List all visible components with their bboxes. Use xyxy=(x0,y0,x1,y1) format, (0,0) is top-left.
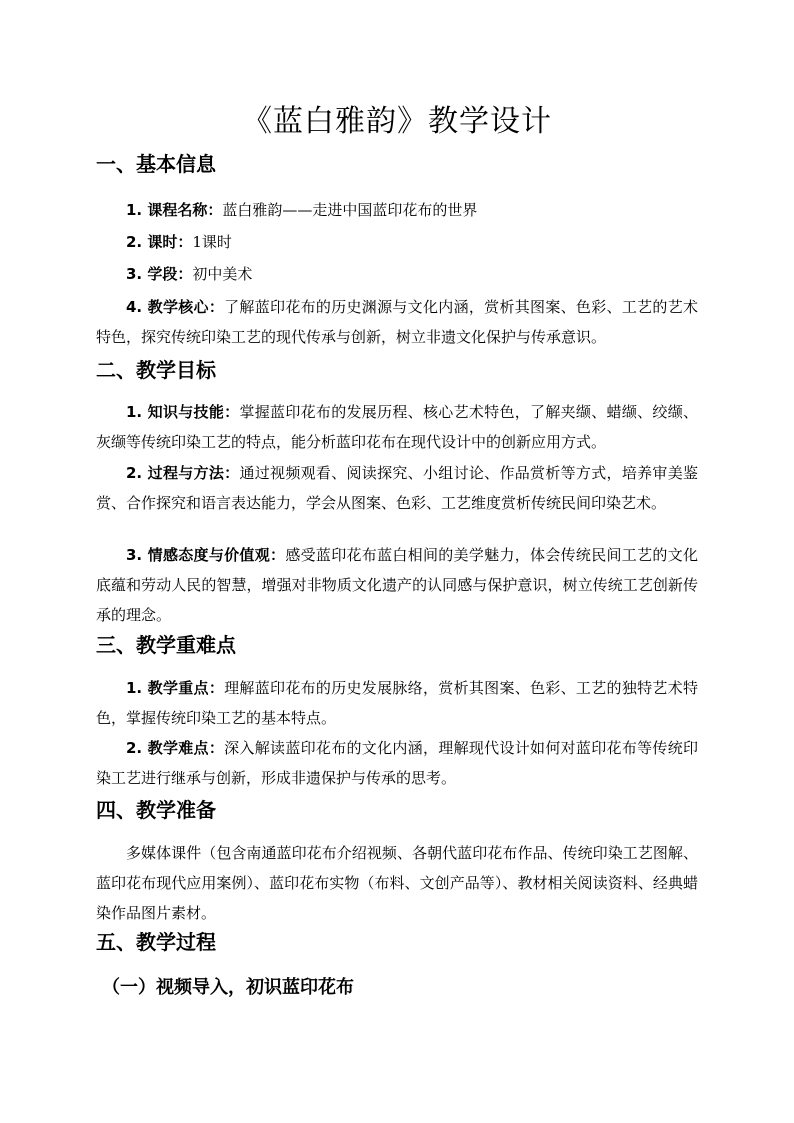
item-text: 1课时 xyxy=(192,233,232,251)
section-heading-key-difficult-points: 三、教学重难点 xyxy=(96,633,236,657)
item-label: 2. 过程与方法： xyxy=(126,464,240,482)
item-label: 3. 学段： xyxy=(126,265,193,283)
section-heading-process: 五、教学过程 xyxy=(96,930,216,954)
item-text: 理解蓝印花布的历史发展脉络，赏析其图案、色彩、工艺的独特艺术特色，掌握传统印染工艺的基本特点。 xyxy=(96,679,698,727)
section-heading-preparation: 四、教学准备 xyxy=(96,798,216,822)
info-grade-level xyxy=(96,259,698,289)
difficult-point xyxy=(96,733,698,793)
document-title: 《蓝白雅韵》教学设计 xyxy=(242,104,552,139)
item-label: 2. 课时： xyxy=(126,233,193,251)
subheading-video-intro: （一）视频导入，初识蓝印花布 xyxy=(102,977,354,998)
objective-knowledge-skills xyxy=(96,397,698,457)
item-text: 掌握蓝印花布的发展历程、核心艺术特色，了解夹缬、蜡缬、绞缬、灰缬等传统印染工艺的特点，能分析蓝印花布在现代设计中的创新应用方式。 xyxy=(96,403,698,451)
item-label: 3. 情感态度与价值观： xyxy=(126,546,286,564)
item-text: 了解蓝印花布的历史渊源与文化内涵，赏析其图案、色彩、工艺的艺术特色，探究传统印染工艺的现代传承与创新，树立非遗文化保护与传承意识。 xyxy=(96,298,698,346)
item-label: 1. 知识与技能： xyxy=(126,403,240,421)
item-label: 4. 教学核心： xyxy=(126,298,225,316)
item-text: 初中美术 xyxy=(192,265,253,283)
info-class-hours xyxy=(96,227,698,257)
item-label: 1. 教学重点： xyxy=(126,679,225,697)
preparation-paragraph: 多媒体课件（包含南通蓝印花布介绍视频、各朝代蓝印花布作品、传统印染工艺图解、蓝印花布现代应用案例）、蓝印花布实物（布料、文创产品等）、教材相关阅读资料、经典蜡染作品图片素材。 xyxy=(96,844,698,922)
section-heading-basic-info: 一、基本信息 xyxy=(96,152,216,176)
item-label: 2. 教学难点： xyxy=(126,739,225,757)
item-label: 1. 课程名称： xyxy=(126,201,223,219)
objective-process-method xyxy=(96,458,698,518)
info-teaching-core xyxy=(96,292,698,352)
objective-attitude-values xyxy=(96,540,698,630)
key-point xyxy=(96,673,698,733)
item-text: 感受蓝印花布蓝白相间的美学魅力，体会传统民间工艺的文化底蕴和劳动人民的智慧，增强对非物质文化遗产的认同感与保护意识，树立传统工艺创新传承的理念。 xyxy=(96,546,698,624)
info-course-name xyxy=(96,195,698,225)
item-text: 蓝白雅韵——走进中国蓝印花布的世界 xyxy=(222,201,478,219)
item-text: 深入解读蓝印花布的文化内涵，理解现代设计如何对蓝印花布等传统印染工艺进行继承与创新，形成非遗保护与传承的思考。 xyxy=(96,739,698,787)
item-text: 通过视频观看、阅读探究、小组讨论、作品赏析等方式，培养审美鉴赏、合作探究和语言表达能力，学会从图案、色彩、工艺维度赏析传统民间印染艺术。 xyxy=(96,464,698,512)
section-heading-objectives: 二、教学目标 xyxy=(96,358,216,382)
